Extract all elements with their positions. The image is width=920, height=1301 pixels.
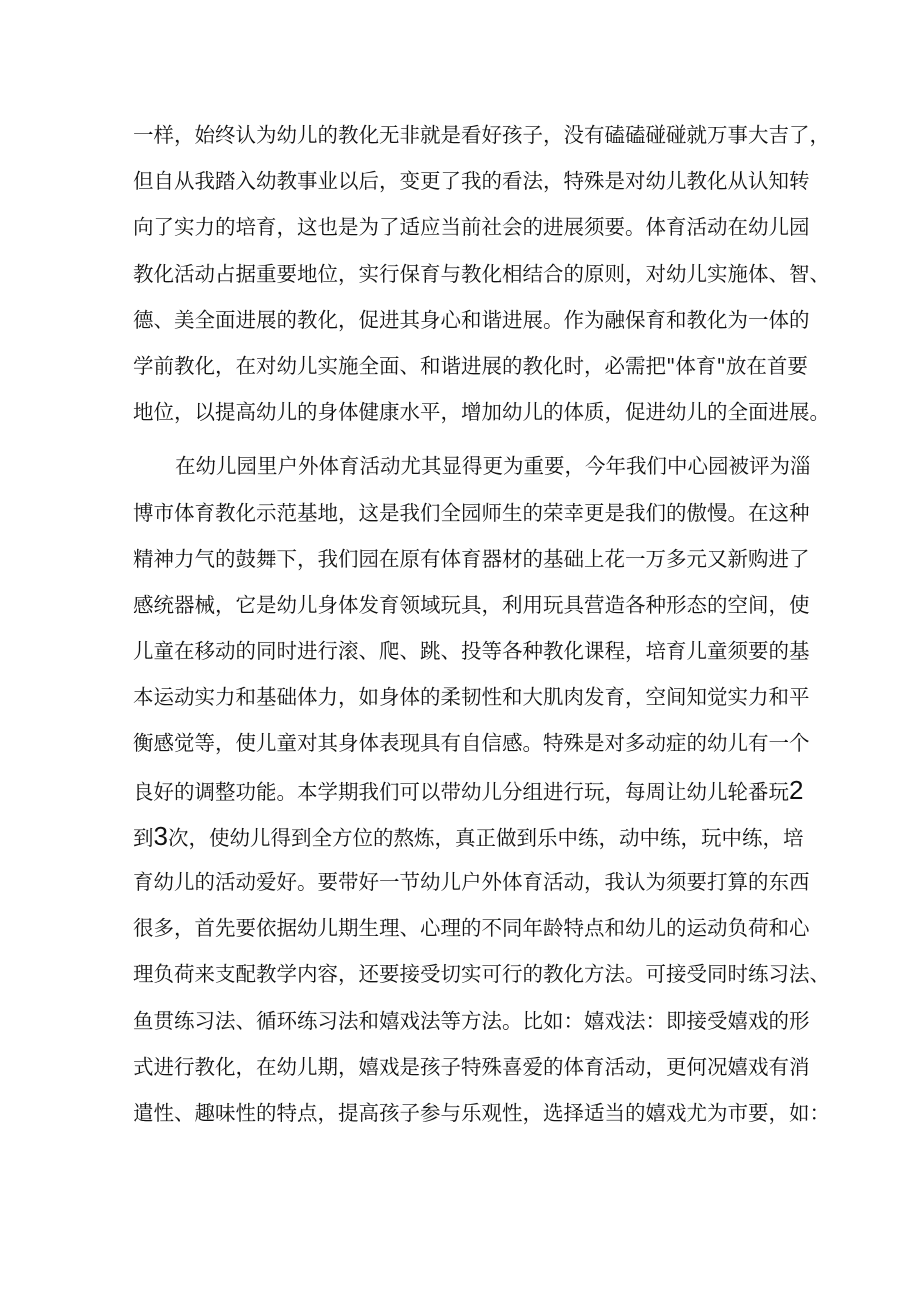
text-line: 鱼贯练习法、循环练习法和嬉戏法等方法。比如：嬉戏法：即接受嬉戏的形 (133, 1008, 810, 1033)
text-line: 遣性、趣味性的特点，提高孩子参与乐观性，选择适当的嬉戏尤为市要，如： (133, 1100, 830, 1125)
text-line: 一样，始终认为幼儿的教化无非就是看好孩子，没有磕磕碰碰就万事大吉了， (133, 123, 830, 147)
text-fragment: 良好的调整功能。本学期我们可以带幼儿分组进行玩，每周让幼儿轮番玩 (133, 779, 789, 804)
text-line: 理负荷来支配教学内容，还要接受切实可行的教化方法。可接受同时练习法、 (133, 962, 830, 987)
text-fragment: 到 (133, 825, 154, 850)
text-line: 儿童在移动的同时进行滚、爬、跳、投等各种教化课程，培育儿童须要的基 (133, 639, 810, 664)
text-line (133, 813, 804, 859)
text-line: 式进行教化，在幼儿期，嬉戏是孩子特殊喜爱的体育活动，更何况嬉戏有消 (133, 1054, 810, 1079)
text-line: 育幼儿的活动爱好。要带好一节幼儿户外体育活动，我认为须要打算的东西 (133, 870, 810, 894)
text-line: 博市体育教化示范基地，这是我们全园师生的荣幸更是我们的傲慢。在这种 (133, 500, 810, 525)
text-line: 但自从我踏入幼教事业以后，变更了我的看法，特殊是对幼儿教化从认知转 (133, 169, 810, 194)
text-line: 很多，首先要依据幼儿期生理、心理的不同年龄特点和幼儿的运动负荷和心 (133, 916, 810, 941)
text-line: 地位，以提高幼儿的身体健康水平，增加幼儿的体质，促进幼儿的全面进展。 (133, 400, 830, 425)
text-line: 学前教化，在对幼儿实施全面、和谐进展的教化时，必需把"体育"放在首要 (133, 353, 808, 378)
text-line: 教化活动占据重要地位，实行保育与教化相结合的原则，对幼儿实施体、智、 (133, 261, 830, 286)
paragraph-1 (133, 112, 830, 435)
number-fragment: 3 (153, 820, 168, 851)
text-line: 向了实力的培育，这也是为了适应当前社会的进展须要。体育活动在幼儿园 (133, 215, 810, 240)
text-line: 德、美全面进展的教化，促进其身心和谐进展。作为融保育和教化为一体的 (133, 307, 810, 332)
text-line: 精神力气的鼓舞下，我们园在原有体育器材的基础上花一万多元又新购进了 (133, 546, 810, 571)
document-body (133, 112, 830, 1136)
paragraph-2 (133, 443, 830, 1136)
text-fragment: 次，使幼儿得到全方位的熬炼，真正做到乐中练，动中练，玩中练，培 (167, 825, 804, 850)
number-fragment: 2 (789, 774, 804, 805)
text-line (133, 767, 804, 813)
text-line: 在幼儿园里户外体育活动尤其显得更为重要，今年我们中心园被评为淄 (175, 454, 811, 479)
text-line: 衡感觉等，使儿童对其身体表现具有自信感。特殊是对多动症的幼儿有一个 (133, 731, 810, 756)
text-line: 感统器械，它是幼儿身体发育领域玩具，利用玩具营造各种形态的空间，使 (133, 592, 810, 617)
text-line: 本运动实力和基础体力，如身体的柔韧性和大肌肉发育，空间知觉实力和平 (133, 685, 810, 710)
